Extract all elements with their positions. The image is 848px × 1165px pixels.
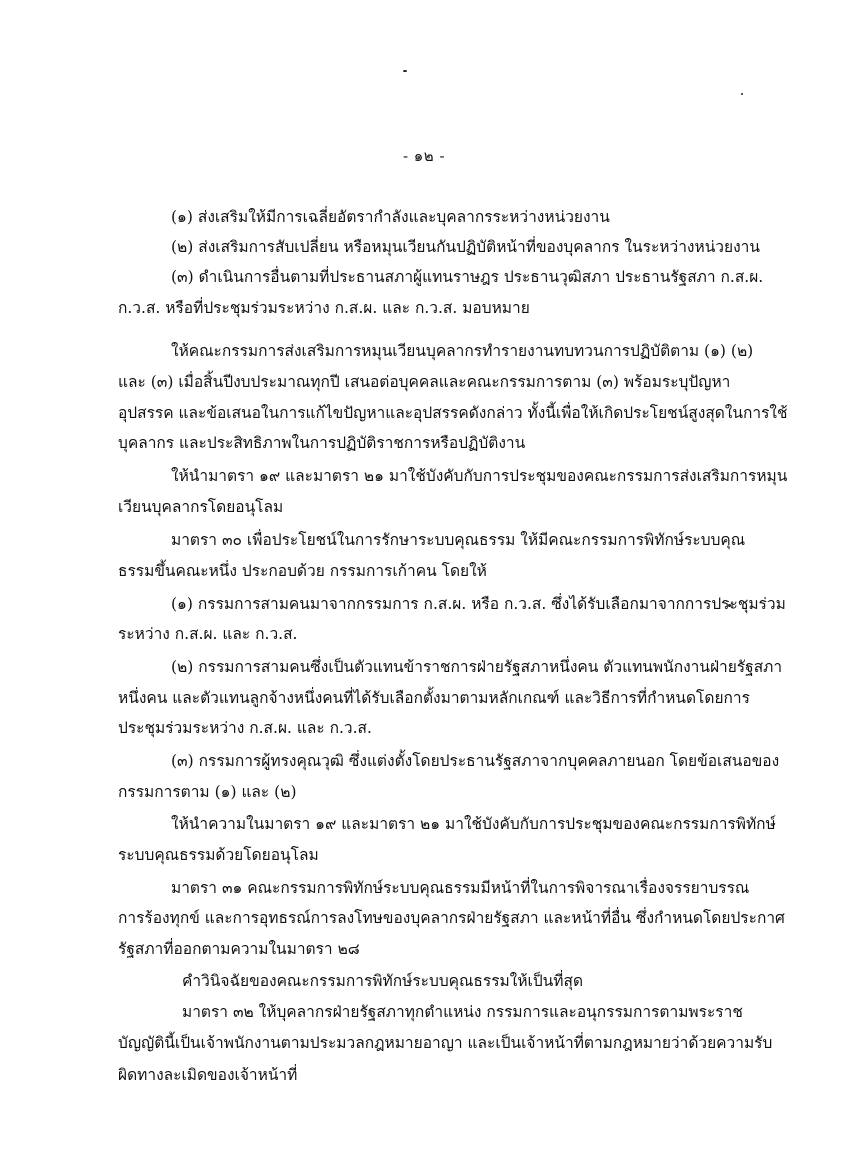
text-line: ประชุมร่วมระหว่าง ก.ส.ผ. และ ก.ว.ส. <box>118 719 372 737</box>
text-line: การร้องทุกข์ และการอุทธรณ์การลงโทษของบุคลากรฝ่ายรัฐสภา และหน้าที่อื่น ซึ่งกำหนดโดยประกาศ <box>118 909 785 927</box>
text-line: รัฐสภาที่ออกตามความในมาตรา ๒๘ <box>118 940 360 958</box>
text-line: มาตรา ๓๐ เพื่อประโยชน์ในการรักษาระบบคุณธรรม ให้มีคณะกรรมการพิทักษ์ระบบคุณ <box>171 531 746 549</box>
text-line: (๑) ส่งเสริมให้มีการเฉลี่ยอัตรากำลังและบุคลากรระหว่างหน่วยงาน <box>171 208 610 226</box>
text-line: (๒) ส่งเสริมการสับเปลี่ยน หรือหมุนเวียนกันปฏิบัติหน้าที่ของบุคลากร ในระหว่างหน่วยงาน <box>171 238 760 256</box>
text-line: (๓) ดำเนินการอื่นตามที่ประธานสภาผู้แทนราษฎร ประธานวุฒิสภา ประธานรัฐสภา ก.ส.ผ. <box>171 268 764 286</box>
text-line: หนึ่งคน และตัวแทนลูกจ้างหนึ่งคนที่ได้รับเลือกตั้งมาตามหลักเกณฑ์ และวิธีการที่กำหนดโดยการ <box>118 689 750 707</box>
text-line: อุปสรรค และข้อเสนอในการแก้ไขปัญหาและอุปสรรคดังกล่าว ทั้งนี้เพื่อให้เกิดประโยชน์สูงสุดในการใช้ <box>118 404 788 422</box>
text-line: บุคลากร และประสิทธิภาพในการปฏิบัติราชการหรือปฏิบัติงาน <box>118 434 526 452</box>
text-line: และ (๓) เมื่อสิ้นปีงบประมาณทุกปี เสนอต่อบุคคลและคณะกรรมการตาม (๓) พร้อมระบุปัญหา <box>118 373 731 391</box>
text-line: มาตรา ๓๑ คณะกรรมการพิทักษ์ระบบคุณธรรมมีหน้าที่ในการพิจารณาเรื่องจรรยาบรรณ <box>171 879 750 897</box>
text-line: เวียนบุคลากรโดยอนุโลม <box>118 498 284 516</box>
text-line: ให้นำความในมาตรา ๑๙ และมาตรา ๒๑ มาใช้บังคับกับการประชุมของคณะกรรมการพิทักษ์ <box>171 815 776 833</box>
page-number: - ๑๒ - <box>402 147 446 165</box>
text-line: (๒) กรรมการสามคนซึ่งเป็นตัวแทนข้าราชการฝ่ายรัฐสภาหนึ่งคน ตัวแทนพนักงานฝ่ายรัฐสภา <box>171 658 783 676</box>
text-line: คำวินิจฉัยของคณะกรรมการพิทักษ์ระบบคุณธรรมให้เป็นที่สุด <box>182 972 584 990</box>
scan-speck <box>403 70 407 72</box>
text-line: บัญญัตินี้เป็นเจ้าพนักงานตามประมวลกฎหมายอาญา และเป็นเจ้าหน้าที่ตามกฎหมายว่าด้วยความรับ <box>118 1034 773 1052</box>
text-line: ให้คณะกรรมการส่งเสริมการหมุนเวียนบุคลากรทำรายงานทบทวนการปฏิบัติตาม (๑) (๒) <box>171 342 754 360</box>
text-line: ธรรมขึ้นคณะหนึ่ง ประกอบด้วย กรรมการเก้าคน โดยให้ <box>118 562 487 580</box>
text-line: ก.ว.ส. หรือที่ประชุมร่วมระหว่าง ก.ส.ผ. และ ก.ว.ส. มอบหมาย <box>118 299 530 317</box>
text-line: ผิดทางละเมิดของเจ้าหน้าที่ <box>118 1066 298 1084</box>
text-line: มาตรา ๓๒ ให้บุคลากรฝ่ายรัฐสภาทุกตำแหน่ง กรรมการและอนุกรรมการตามพระราช <box>182 1003 743 1021</box>
text-line: ระบบคุณธรรมด้วยโดยอนุโลม <box>118 846 319 864</box>
text-line: ระหว่าง ก.ส.ผ. และ ก.ว.ส. <box>118 625 298 643</box>
text-line: ให้นำมาตรา ๑๙ และมาตรา ๒๑ มาใช้บังคับกับการประชุมของคณะกรรมการส่งเสริมการหมุน <box>171 467 788 485</box>
text-line: (๓) กรรมการผู้ทรงคุณวุฒิ ซึ่งแต่งตั้งโดยประธานรัฐสภาจากบุคคลภายนอก โดยข้อเสนอของ <box>171 752 780 770</box>
text-line: (๑) กรรมการสามคนมาจากกรรมการ ก.ส.ผ. หรือ ก.ว.ส. ซึ่งได้รับเลือกมาจากการประชุมร่วม <box>171 595 786 613</box>
text-line: กรรมการตาม (๑) และ (๒) <box>118 783 297 801</box>
scan-speck <box>741 93 743 95</box>
